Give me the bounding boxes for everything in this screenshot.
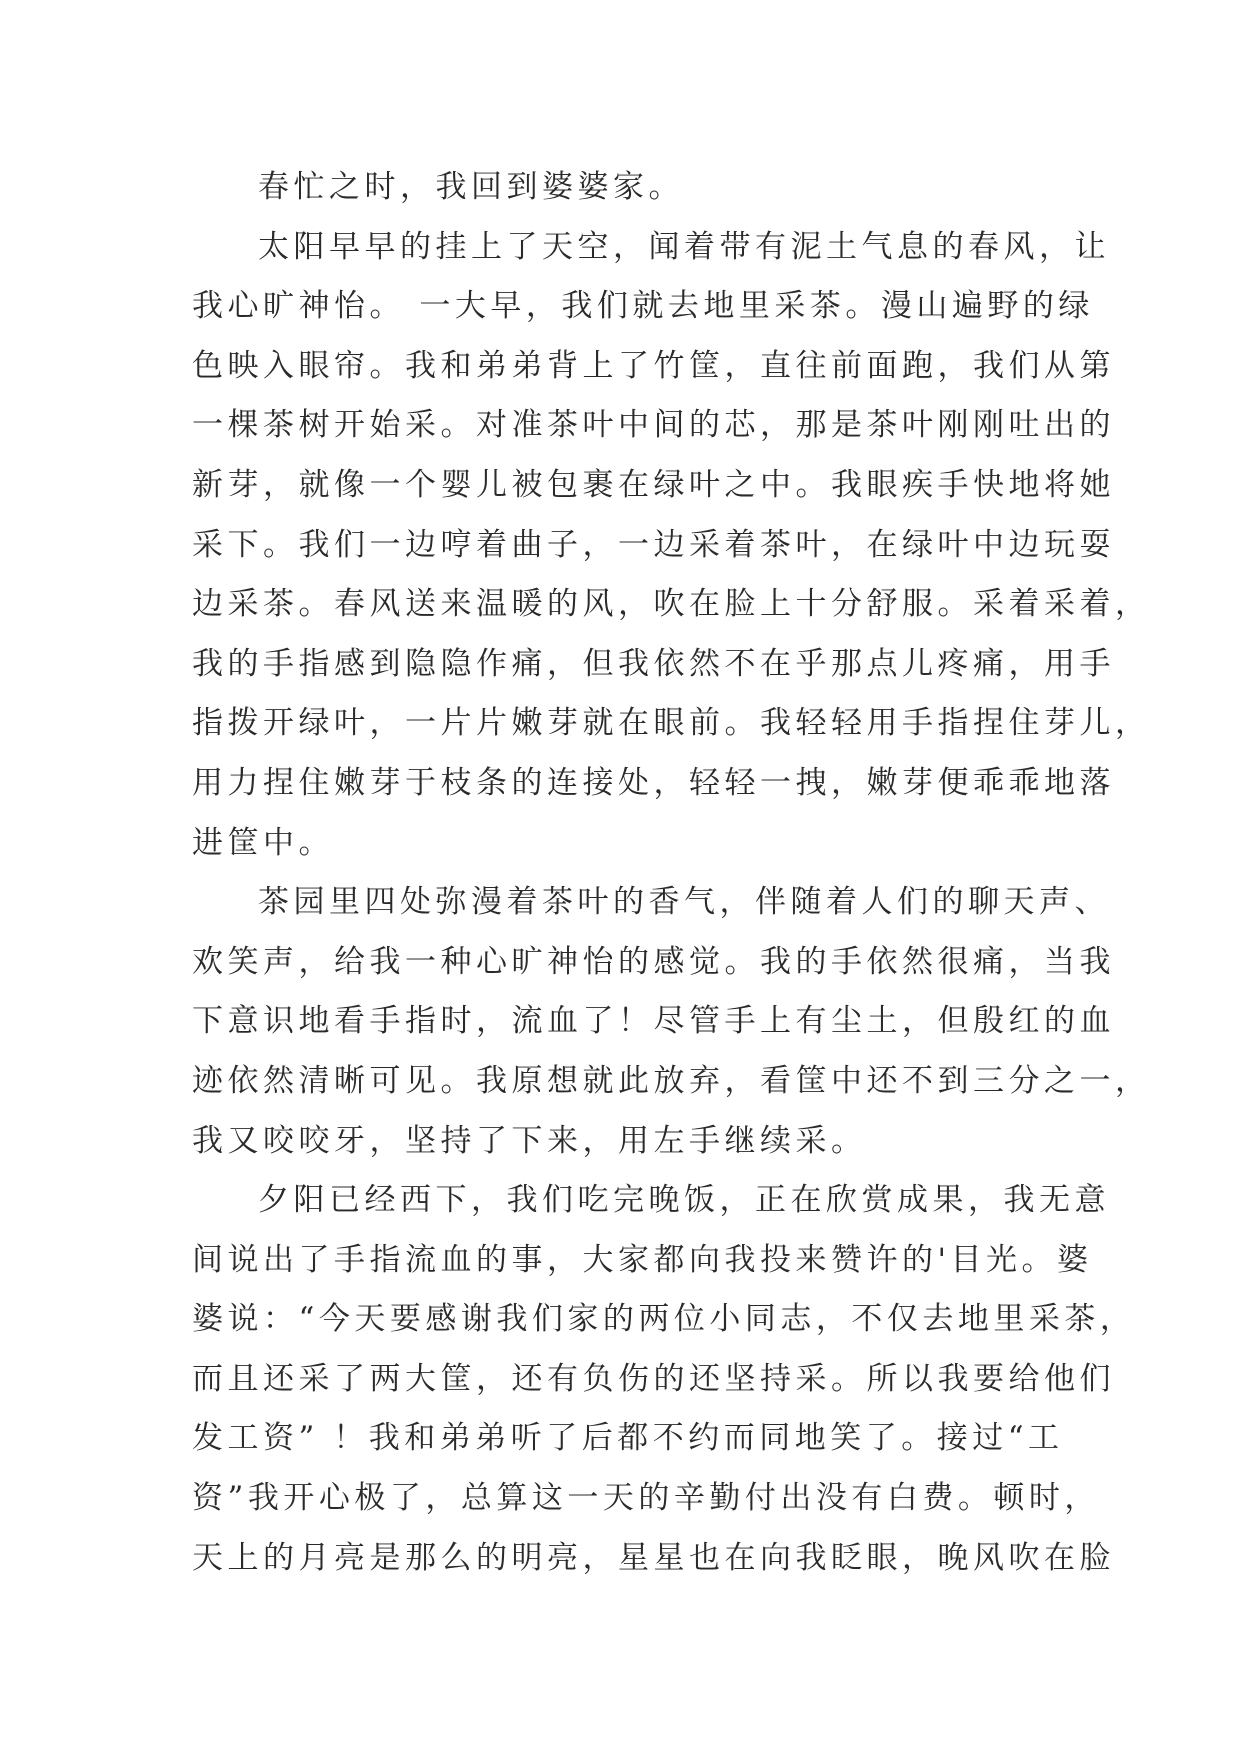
paragraph: [192, 873, 1151, 1171]
text-line: 下意识地看手指时，流血了！尽管手上有尘土，但殷红的血: [192, 1003, 1115, 1040]
text-line: 指拨开绿叶，一片片嫩芽就在眼前。我轻轻用手指捏住芽儿，: [192, 705, 1151, 742]
document-body: [192, 158, 1151, 1588]
text-line: 太阳早早的挂上了天空，闻着带有泥土气息的春风，让: [258, 228, 1110, 265]
text-line: 春忙之时，我回到婆婆家。: [258, 169, 684, 205]
text-line: 资”我开心极了，总算这一天的辛勤付出没有白费。顿时，: [192, 1480, 1100, 1517]
text-line: 迹依然清晰可见。我原想就此放弃，看筐中还不到三分之一，: [192, 1062, 1151, 1099]
text-line: 进筐中。: [192, 824, 334, 861]
paragraph: [192, 218, 1151, 874]
paragraph: [192, 1171, 1136, 1588]
text-line: 欢笑声，给我一种心旷神怡的感觉。我的手依然很痛，当我: [192, 943, 1115, 980]
text-line: 新芽，就像一个婴儿被包裹在绿叶之中。我眼疾手快地将她: [192, 466, 1115, 503]
text-line: 我心旷神怡。 一大早，我们就去地里采茶。漫山遍野的绿: [192, 288, 1094, 325]
text-line: 用力捏住嫩芽于枝条的连接处，轻轻一拽，嫩芽便乖乖地落: [192, 764, 1115, 801]
text-line: 茶园里四处弥漫着茶叶的香气，伴随着人们的聊天声、: [258, 884, 1110, 921]
text-line: 间说出了手指流血的事，大家都向我投来赞许的'目光。婆: [192, 1241, 1093, 1278]
text-line: 我的手指感到隐隐作痛，但我依然不在乎那点儿疼痛，用手: [192, 645, 1115, 682]
text-line: 夕阳已经西下，我们吃完晚饭，正在欣赏成果，我无意: [258, 1182, 1110, 1219]
text-line: 而且还采了两大筐，还有负伤的还坚持采。所以我要给他们: [192, 1360, 1115, 1397]
text-line: 天上的月亮是那么的明亮，星星也在向我眨眼，晚风吹在脸: [192, 1539, 1115, 1576]
text-line: 我又咬咬牙，坚持了下来，用左手继续采。: [192, 1122, 867, 1159]
text-line: 发工资” ！我和弟弟听了后都不约而同地笑了。接过“工: [192, 1420, 1064, 1457]
text-line: 边采茶。春风送来温暖的风，吹在脸上十分舒服。采着采着，: [192, 586, 1151, 623]
text-line: 采下。我们一边哼着曲子，一边采着茶叶，在绿叶中边玩耍: [192, 526, 1115, 563]
paragraph: [192, 158, 1052, 218]
text-line: 婆说：“今天要感谢我们家的两位小同志，不仅去地里采茶，: [192, 1301, 1136, 1338]
text-line: 色映入眼帘。我和弟弟背上了竹筐，直往前面跑，我们从第: [192, 347, 1115, 384]
text-line: 一棵茶树开始采。对准茶叶中间的芯，那是茶叶刚刚吐出的: [192, 407, 1115, 444]
